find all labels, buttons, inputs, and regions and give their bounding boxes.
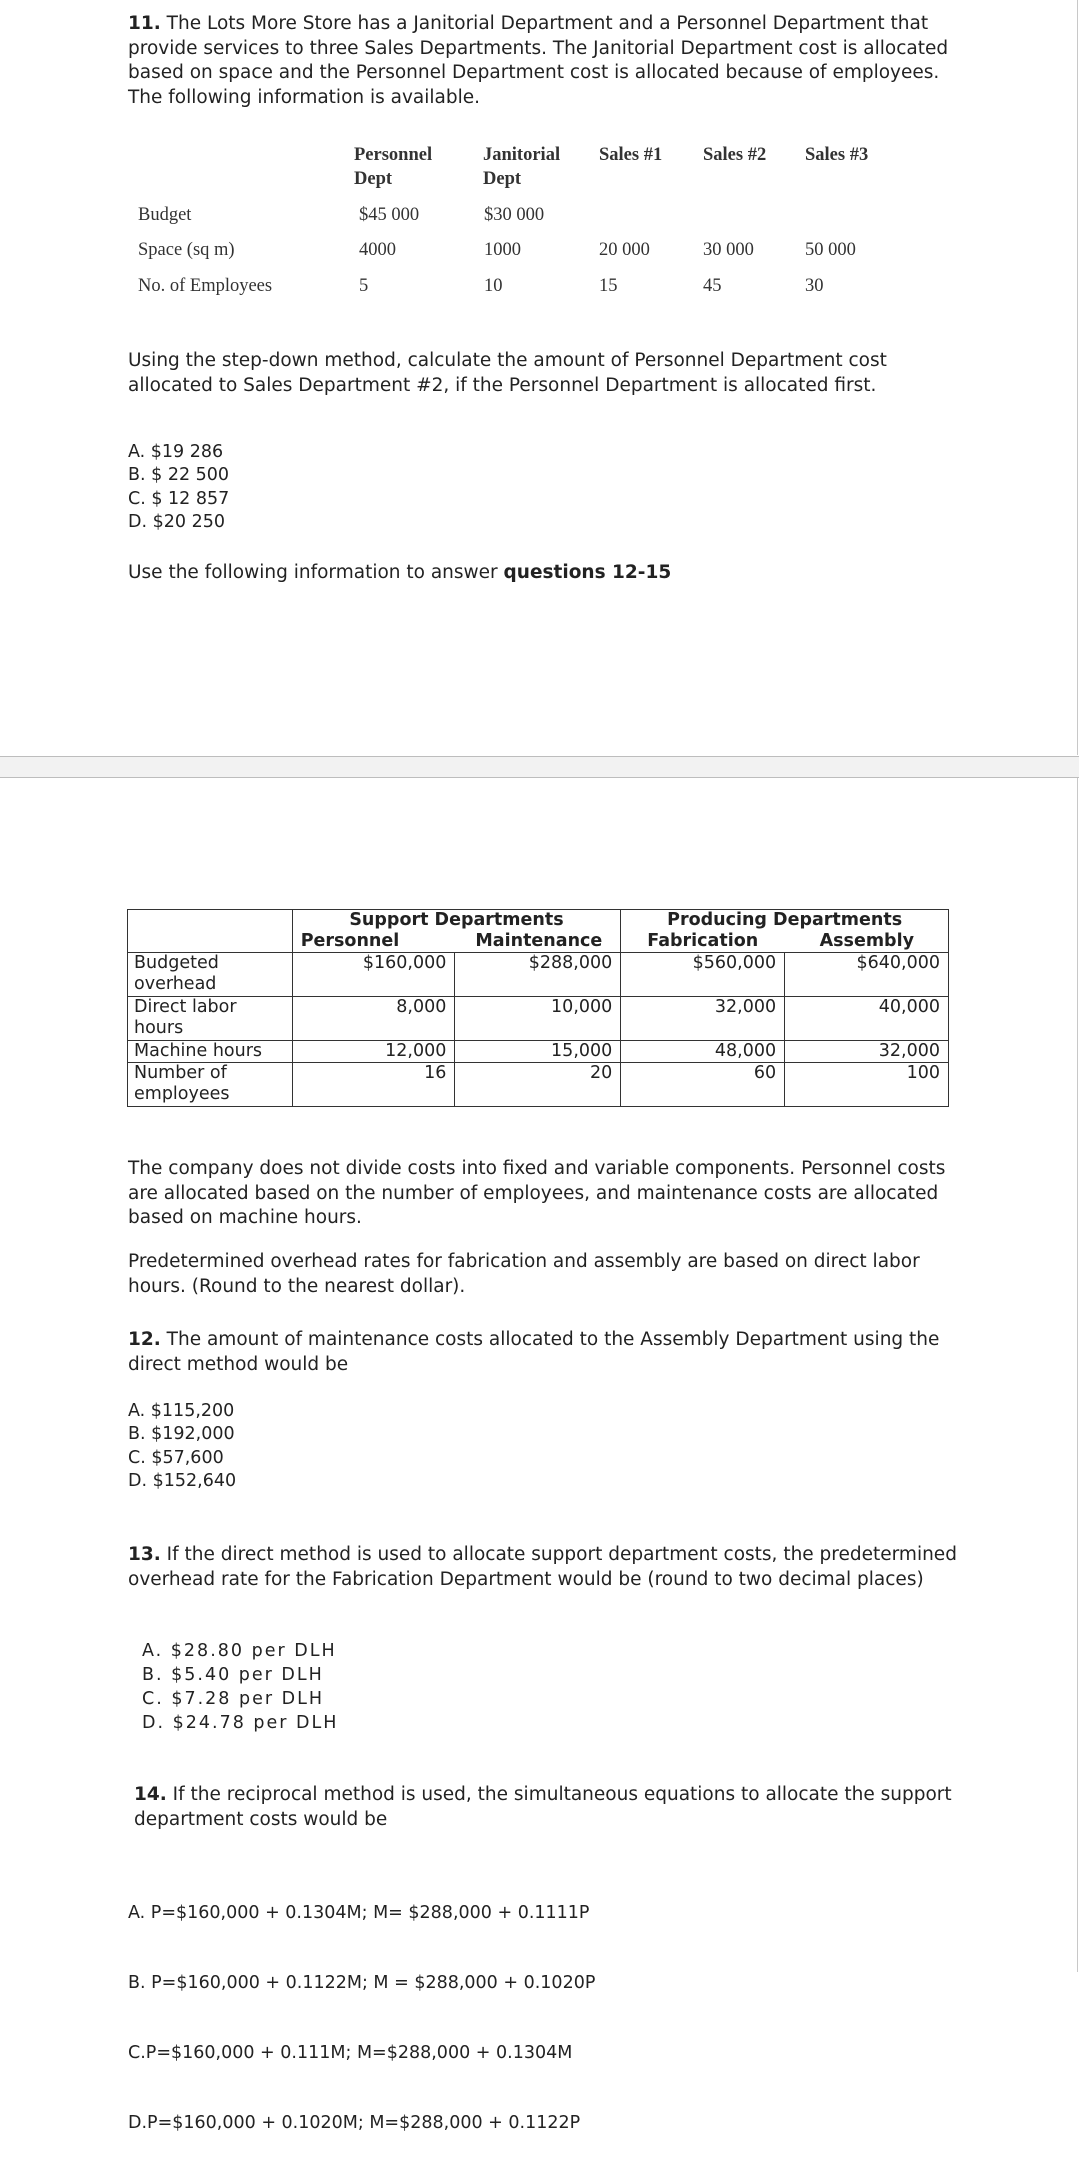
option-11-d: D. $20 250: [128, 512, 225, 533]
department-table: [0, 0, 1077, 320]
cell-space-janitorial: 1000: [484, 240, 521, 260]
group-header-support: Support Departments: [292, 910, 621, 932]
option-11-a: A. $19 286: [128, 442, 224, 462]
option-14-b: B. P=$160,000 + 0.1122M; M = $288,000 + 0.1020P: [128, 1973, 596, 1994]
option-13-a: A. $28.80 per DLH: [142, 1641, 337, 1661]
option-14-d: D.P=$160,000 + 0.1020M; M=$288,000 + 0.1122P: [128, 2113, 581, 2134]
table-cell: 32,000: [785, 1041, 949, 1063]
option-13-d: D. $24.78 per DLH: [142, 1713, 339, 1733]
col-header-fabrication: Fabrication: [621, 931, 785, 953]
option-11-b: B. $ 22 500: [128, 465, 230, 486]
table-cell: 20: [455, 1063, 621, 1107]
note-overhead-rates: Predetermined overhead rates for fabrication and assembly are based on direct labor hours. (Round to the nearest dollar).: [128, 1251, 920, 1297]
row-label: Number of employees: [128, 1063, 293, 1107]
question-12-options: [128, 1400, 236, 1494]
question-14-text: 14. If the reciprocal method is used, the simultaneous equations to allocate the support department costs would be: [134, 1784, 952, 1830]
option-12-a: A. $115,200: [128, 1401, 235, 1421]
question-13-number: 13.: [128, 1544, 161, 1565]
page-2: [0, 778, 1078, 2134]
option-12-c: C. $57,600: [128, 1447, 224, 1468]
cell-employees-personnel: 5: [359, 276, 369, 296]
table-cell: 60: [621, 1063, 785, 1107]
table-cell: 12,000: [292, 1041, 455, 1063]
option-11-c: C. $ 12 857: [128, 488, 230, 509]
option-14-a: A. P=$160,000 + 0.1304M; M= $288,000 + 0.1111P: [128, 1902, 590, 1923]
cell-budget-personnel: $45 000: [359, 205, 420, 225]
use-info-line: Use the following information to answer questions 12-15: [128, 562, 672, 583]
cell-space-sales-2: 30 000: [703, 240, 754, 260]
row-label: Machine hours: [128, 1041, 293, 1063]
question-14-options: [128, 1855, 595, 2183]
header-sales-3: Sales #3: [805, 145, 869, 165]
table-cell: 10,000: [455, 997, 621, 1041]
cell-budget-janitorial: $30 000: [484, 205, 545, 225]
table-cell: 15,000: [455, 1041, 621, 1063]
note-cost-allocation: The company does not divide costs into fixed and variable components. Personnel costs are allocated based on the number of employees, and maintenance costs are allocated based on machine hours.: [128, 1158, 946, 1229]
table-cell: $160,000: [292, 953, 455, 997]
question-13-options: [142, 1639, 338, 1735]
option-13-c: C. $7.28 per DLH: [142, 1689, 325, 1709]
cell-space-sales-3: 50 000: [805, 240, 856, 260]
page-separator: [0, 756, 1079, 778]
question-11-prompt: Using the step-down method, calculate the amount of Personnel Department cost allocated to Sales Department #2, if the Personnel Department is allocated first.: [128, 350, 887, 396]
table-row: [128, 1063, 949, 1107]
row-label: Direct labor hours: [128, 997, 293, 1041]
table-cell: 8,000: [292, 997, 455, 1041]
option-12-b: B. $192,000: [128, 1424, 235, 1445]
col-header-assembly: Assembly: [785, 931, 949, 953]
question-12-text: 12. The amount of maintenance costs allocated to the Assembly Department using the direct method would be: [128, 1329, 940, 1375]
header-personnel: Personnel Dept: [354, 145, 433, 189]
cell-employees-sales-3: 30: [805, 276, 824, 296]
row-label: Budgeted overhead: [128, 953, 293, 997]
table-row: [128, 997, 949, 1041]
question-11-number: 11.: [128, 13, 161, 34]
table-cell: $288,000: [455, 953, 621, 997]
row-label-space: Space (sq m): [138, 240, 235, 260]
cell-employees-sales-2: 45: [703, 276, 722, 296]
option-14-c: C.P=$160,000 + 0.111M; M=$288,000 + 0.1304M: [128, 2043, 573, 2064]
row-label-employees: No. of Employees: [138, 276, 273, 296]
col-header-maintenance: Maintenance: [455, 931, 621, 953]
option-13-b: B. $5.40 per DLH: [142, 1665, 324, 1685]
cell-employees-sales-1: 15: [599, 276, 618, 296]
table-cell: $640,000: [785, 953, 949, 997]
option-12-d: D. $152,640: [128, 1471, 237, 1492]
question-14-number: 14.: [134, 1784, 167, 1805]
cell-space-sales-1: 20 000: [599, 240, 650, 260]
table-cell: 100: [785, 1063, 949, 1107]
question-11-options: [128, 441, 229, 535]
table-row: [128, 953, 949, 997]
question-11-body: The Lots More Store has a Janitorial Department and a Personnel Department that provide services to three Sales Departments. The Janitorial Department cost is allocated based on space and the Personnel Department cost is allocated because of employees. The following information is available.: [128, 13, 949, 108]
header-sales-2: Sales #2: [703, 145, 767, 165]
table-cell: 16: [292, 1063, 455, 1107]
row-label-budget: Budget: [138, 205, 192, 225]
table-cell: 48,000: [621, 1041, 785, 1063]
table-cell: 40,000: [785, 997, 949, 1041]
overhead-table: [127, 909, 949, 1107]
header-janitorial: Janitorial Dept: [483, 145, 561, 189]
group-header-producing: Producing Departments: [621, 910, 949, 932]
cell-space-personnel: 4000: [359, 240, 396, 260]
col-header-personnel: Personnel: [292, 931, 455, 953]
table-cell: 32,000: [621, 997, 785, 1041]
question-13-text: 13. If the direct method is used to allocate support department costs, the predetermined overhead rate for the Fabrication Department would be (round to two decimal places): [128, 1544, 957, 1590]
cell-employees-janitorial: 10: [484, 276, 503, 296]
page-1: [0, 0, 1078, 755]
table-cell: $560,000: [621, 953, 785, 997]
table-row: [128, 1041, 949, 1063]
question-12-number: 12.: [128, 1329, 161, 1350]
header-sales-1: Sales #1: [599, 145, 663, 165]
